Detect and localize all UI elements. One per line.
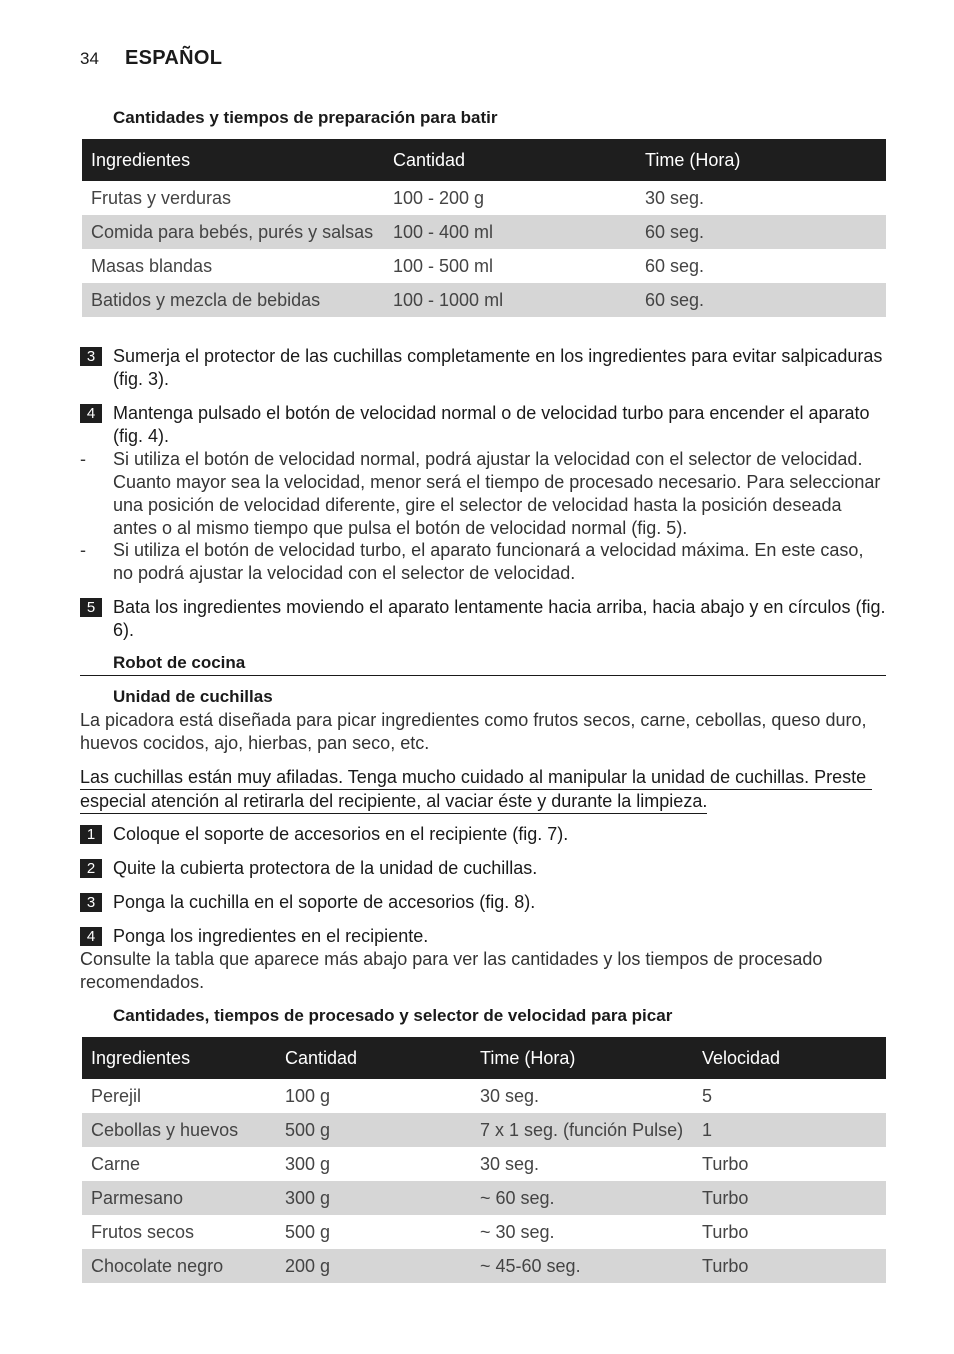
table-cell: Comida para bebés, purés y salsas	[82, 215, 384, 249]
warning-line: Las cuchillas están muy afiladas. Tenga mucho cuidado al manipular la unidad de cuchillas. Preste	[80, 766, 872, 790]
table-row	[82, 215, 886, 249]
column-header: Time (Hora)	[471, 1037, 693, 1079]
section-subtitle: Unidad de cuchillas	[113, 687, 273, 706]
step-3b	[80, 891, 886, 914]
table-cell: 1	[693, 1113, 886, 1147]
step-number: 3	[80, 893, 102, 912]
table-cell: Carne	[91, 1153, 141, 1174]
step-text: Quite la cubierta protectora de la unidad de cuchillas.	[113, 858, 538, 878]
step-2	[80, 857, 886, 880]
step-number: 4	[80, 927, 102, 946]
table-header-row	[82, 139, 886, 181]
table-cell: ~ 45-60 seg.	[471, 1249, 693, 1283]
step-4b	[80, 925, 886, 948]
table-cell: 500 g	[285, 1221, 331, 1242]
table-cell: 30 seg.	[645, 187, 705, 208]
table-row	[82, 1079, 886, 1113]
table-row	[82, 181, 886, 215]
chop-table	[82, 1037, 886, 1283]
table-cell: Turbo	[693, 1249, 886, 1283]
step-4	[80, 402, 886, 448]
table-cell: 30 seg.	[480, 1085, 540, 1106]
table-cell: Frutas y verduras	[91, 187, 232, 208]
table-row	[82, 1113, 886, 1147]
table-cell: 100 - 400 ml	[384, 215, 636, 249]
table-cell: Chocolate negro	[82, 1249, 276, 1283]
table-cell: 300 g	[276, 1181, 471, 1215]
blend-table	[82, 139, 886, 317]
table-cell: 100 - 200 g	[393, 187, 485, 208]
column-header: Ingredientes	[82, 139, 384, 181]
dash-text: Si utiliza el botón de velocidad normal, podrá ajustar la velocidad con el selector de velocidad. Cuanto mayor sea la velocidad, menor será el tiempo de procesado necesario. Para seleccionar una posición de velocidad diferente, gire el selector de velocidad hasta la posición deseada antes o al mismo tiempo que pulsa el botón de velocidad normal (fig. 5).	[113, 449, 881, 538]
step-number: 2	[80, 859, 102, 878]
table1-title: Cantidades y tiempos de preparación para batir	[113, 108, 498, 127]
table-cell: Perejil	[91, 1085, 142, 1106]
table-row	[82, 1181, 886, 1215]
table-cell: Batidos y mezcla de bebidas	[82, 283, 384, 317]
dash-mark: -	[80, 449, 86, 469]
consult-paragraph: Consulte la tabla que aparece más abajo para ver las cantidades y los tiempos de procesado recomendados.	[80, 949, 823, 992]
column-header: Cantidad	[384, 139, 636, 181]
table-row	[82, 283, 886, 317]
table-row	[82, 1249, 886, 1283]
table-cell: ~ 60 seg.	[471, 1181, 693, 1215]
table-cell: Parmesano	[82, 1181, 276, 1215]
step-text: Sumerja el protector de las cuchillas completamente en los ingredientes para evitar salpicaduras (fig. 3).	[113, 346, 883, 389]
table-cell: 7 x 1 seg. (función Pulse)	[471, 1113, 693, 1147]
step-5	[80, 596, 886, 642]
page-header	[80, 47, 222, 70]
table-cell: 30 seg.	[480, 1153, 540, 1174]
column-header: Velocidad	[693, 1037, 886, 1079]
table2-title: Cantidades, tiempos de procesado y selector de velocidad para picar	[113, 1006, 673, 1025]
table-cell: Turbo	[702, 1221, 749, 1242]
dash-item	[80, 448, 886, 540]
step-1	[80, 823, 886, 846]
dash-item	[80, 539, 886, 585]
table-cell: Cebollas y huevos	[82, 1113, 276, 1147]
table-cell: 200 g	[276, 1249, 471, 1283]
table-cell: Turbo	[702, 1153, 749, 1174]
table-cell: 60 seg.	[645, 255, 705, 276]
step-number: 1	[80, 825, 102, 844]
dash-text: Si utiliza el botón de velocidad turbo, el aparato funcionará a velocidad máxima. En este caso, no podrá ajustar la velocidad con el selector de velocidad.	[113, 540, 864, 583]
dash-mark: -	[80, 540, 86, 560]
warning-line: especial atención al retirarla del recipiente, al vaciar éste y durante la limpieza.	[80, 790, 707, 814]
step-3	[80, 345, 886, 391]
step-text: Bata los ingredientes moviendo el aparato lentamente hacia arriba, hacia abajo y en círculos (fig. 6).	[113, 597, 886, 640]
table-cell: ~ 30 seg.	[480, 1221, 555, 1242]
table-cell: 60 seg.	[636, 215, 886, 249]
table-cell: 100 g	[285, 1085, 331, 1106]
column-header: Time (Hora)	[636, 139, 886, 181]
warning-text	[80, 766, 880, 814]
page-number: 34	[80, 49, 99, 68]
intro-paragraph: La picadora está diseñada para picar ingredientes como frutos secos, carne, cebollas, queso duro, huevos cocidos, ajo, hierbas, pan seco, etc.	[80, 710, 867, 753]
table-row	[82, 1147, 886, 1181]
table-cell: 100 - 1000 ml	[384, 283, 636, 317]
table-cell: 60 seg.	[636, 283, 886, 317]
table-row	[82, 1215, 886, 1249]
table-row	[82, 249, 886, 283]
step-number: 5	[80, 598, 102, 617]
step-text: Mantenga pulsado el botón de velocidad normal o de velocidad turbo para encender el aparato (fig. 4).	[113, 403, 870, 446]
table-cell: 500 g	[276, 1113, 471, 1147]
language-heading: ESPAÑOL	[125, 47, 223, 69]
table-cell: 5	[702, 1085, 713, 1106]
table-cell: Masas blandas	[91, 255, 213, 276]
table-cell: Frutos secos	[91, 1221, 195, 1242]
table-cell: 300 g	[285, 1153, 331, 1174]
step-text: Ponga la cuchilla en el soporte de accesorios (fig. 8).	[113, 892, 536, 912]
table-cell: 100 - 500 ml	[393, 255, 494, 276]
step-text: Coloque el soporte de accesorios en el recipiente (fig. 7).	[113, 824, 569, 844]
step-number: 3	[80, 347, 102, 366]
section-title: Robot de cocina	[80, 653, 886, 676]
step-text: Ponga los ingredientes en el recipiente.	[113, 926, 429, 946]
column-header: Ingredientes	[82, 1037, 276, 1079]
table-header-row	[82, 1037, 886, 1079]
step-number: 4	[80, 404, 102, 423]
table-cell: Turbo	[693, 1181, 886, 1215]
column-header: Cantidad	[276, 1037, 471, 1079]
